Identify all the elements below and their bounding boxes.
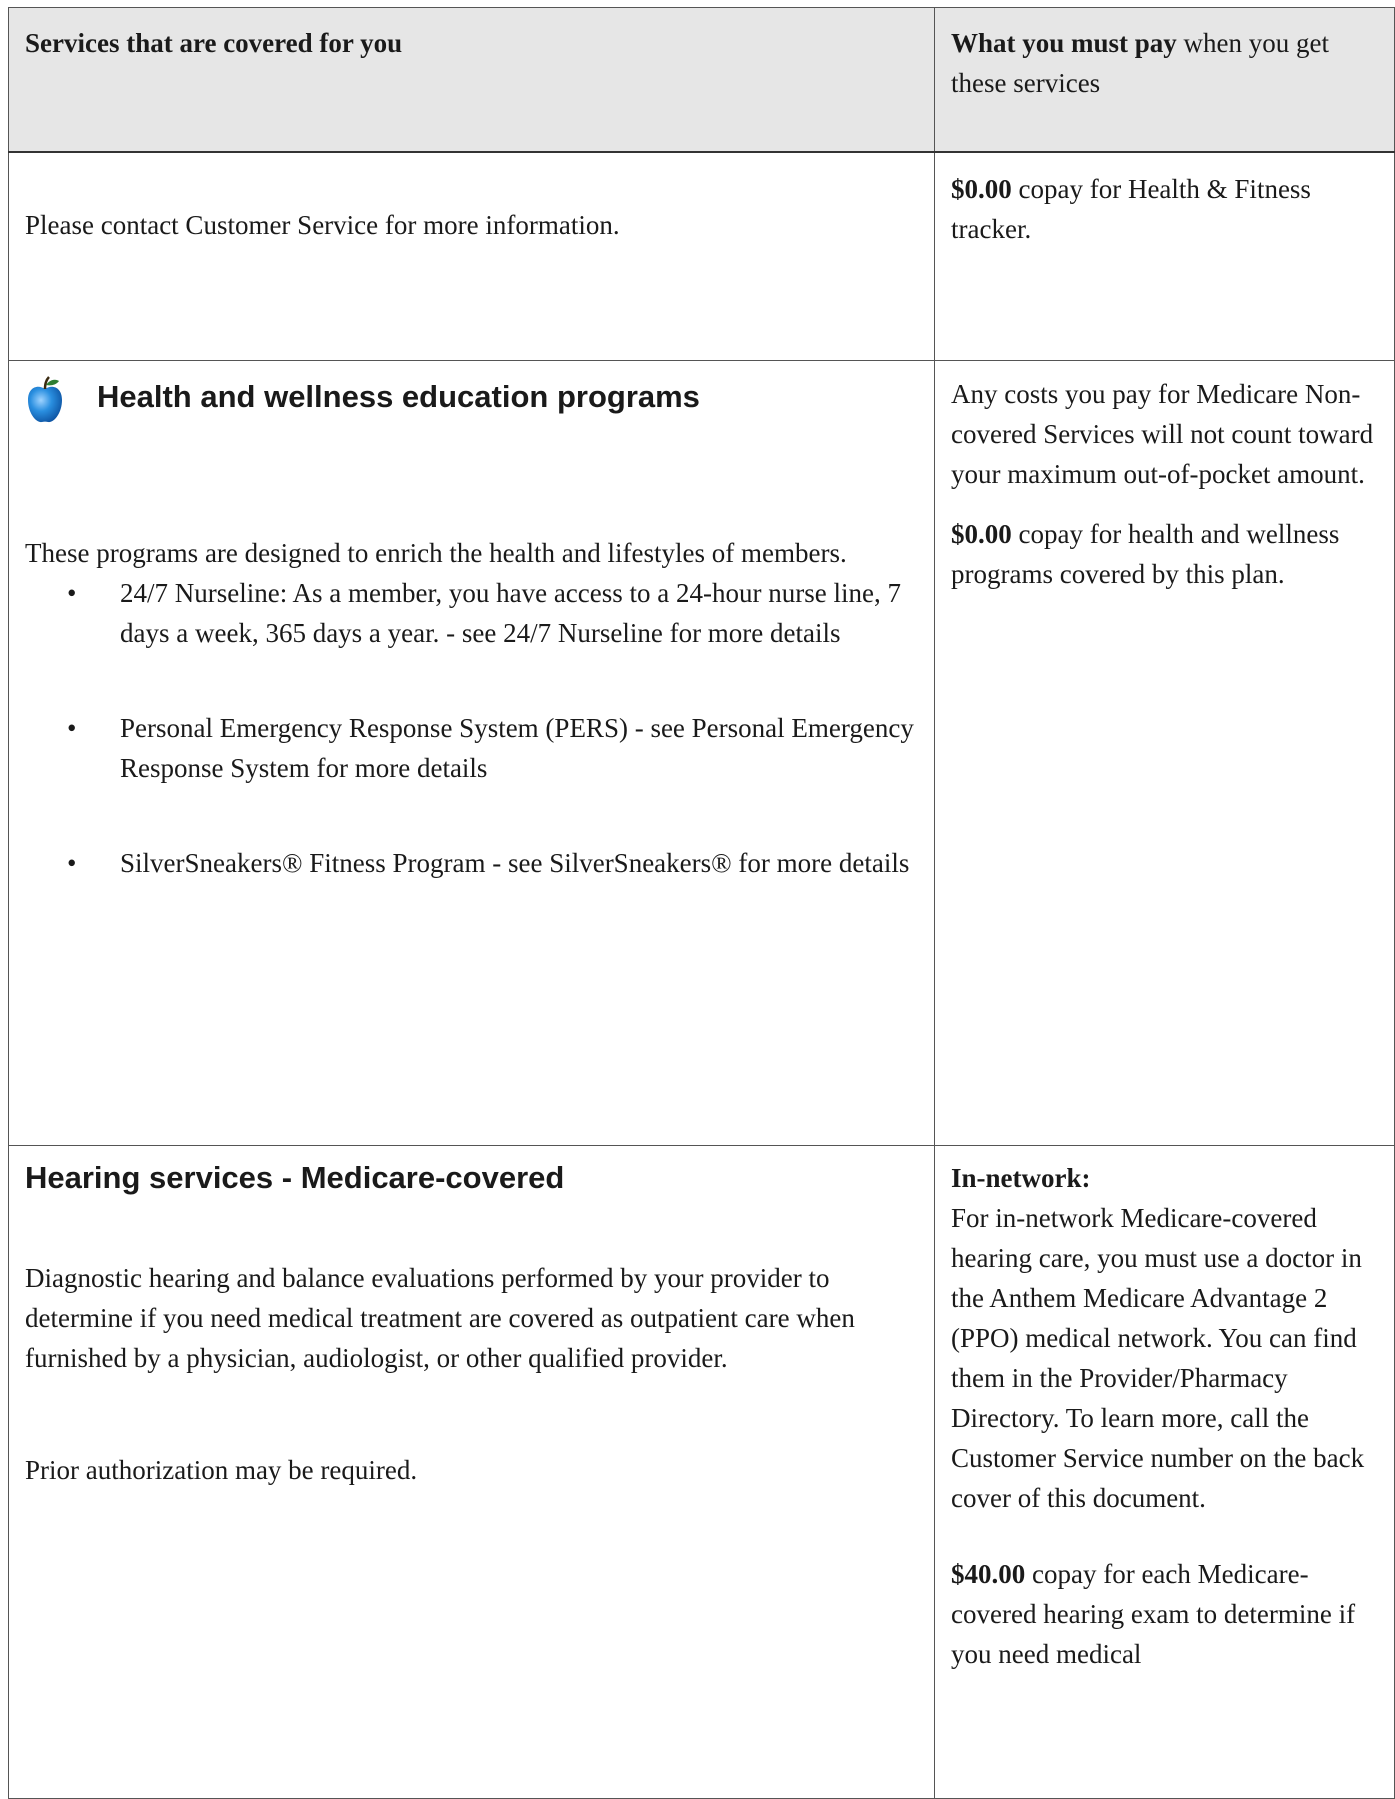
program-list [25,573,918,883]
prior-auth-note: Prior authorization may be required. [25,1455,418,1485]
section-title: Hearing services - Medicare-covered [25,1160,565,1195]
list-item: • Personal Emergency Response System (PERS) - see Personal Emergency Response System for more details [25,708,918,788]
network-label: In-network: [951,1163,1091,1193]
row-cost-cell [935,361,1395,1146]
cost-note: For in-network Medicare-covered hearing care, you must use a doctor in the Anthem Medicare Advantage 2 (PPO) medical network. You can find them in the Provider/Pharmacy Directory. To learn more, call the Customer Service number on the back cover of this document. [951,1203,1365,1513]
bullet: • [67,848,77,878]
cost-note: Any costs you pay for Medicare Non-covered Services will not count toward your maximum out-of-pocket amount. [951,379,1374,489]
table-row [9,1146,1395,1799]
section-intro: These programs are designed to enrich the health and lifestyles of members. [25,538,847,568]
section-heading [25,375,918,435]
bullet: • [67,713,77,743]
bullet: • [67,578,77,608]
row-cost-cell [935,152,1395,361]
cost-text: $0.00 copay for health and wellness programs covered by this plan. [951,519,1340,589]
apple-icon [25,375,65,425]
cost-text: $0.00 copay for Health & Fitness tracker. [951,174,1311,244]
row-services-cell [9,152,935,361]
row-services-cell [9,1146,935,1799]
table-row [9,361,1395,1146]
contact-note: Please contact Customer Service for more information. [25,210,620,240]
cost-text: $40.00 copay for each Medicare-covered hearing exam to determine if you need medical [951,1559,1356,1669]
list-item: • SilverSneakers® Fitness Program - see SilverSneakers® for more details [25,843,918,883]
row-services-cell [9,361,935,1146]
header-services: Services that are covered for you [9,8,935,153]
table-header-row [9,8,1395,153]
list-item: • 24/7 Nurseline: As a member, you have access to a 24-hour nurse line, 7 days a week, 365 days a year. - see 24/7 Nurseline for more details [25,573,918,653]
benefits-table [8,7,1395,1799]
header-what-you-pay: What you must pay when you get these services [935,8,1395,153]
table-row [9,152,1395,361]
section-description: Diagnostic hearing and balance evaluations performed by your provider to determine if you need medical treatment are covered as outpatient care when furnished by a physician, audiologist, or other qualified provider. [25,1263,855,1373]
row-cost-cell [935,1146,1395,1799]
section-title: Health and wellness education programs [97,379,700,414]
